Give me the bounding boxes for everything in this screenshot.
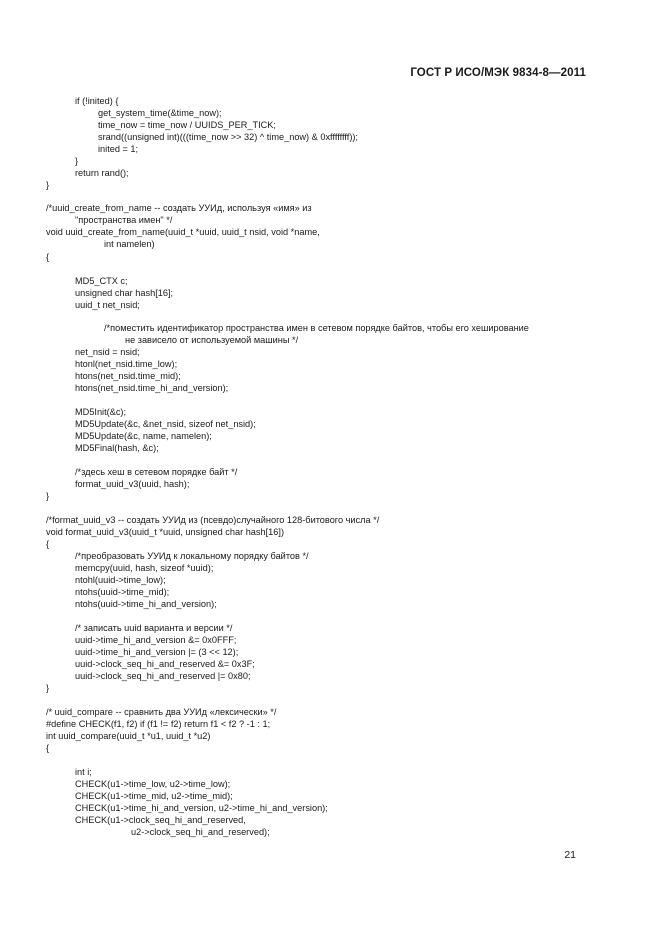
- code-line: format_uuid_v3(uuid, hash);: [75, 479, 190, 489]
- code-line: MD5Update(&c, &net_nsid, sizeof net_nsid);: [75, 419, 256, 429]
- code-line: MD5_CTX c;: [75, 276, 128, 286]
- code-line: void format_uuid_v3(uuid_t *uuid, unsigned char hash[16]): [46, 527, 285, 537]
- code-line: htons(net_nsid.time_mid);: [75, 371, 181, 381]
- code-line: {: [46, 539, 50, 549]
- code-line: htons(net_nsid.time_hi_and_version);: [75, 383, 229, 393]
- code-line: CHECK(u1->clock_seq_hi_and_reserved,: [75, 815, 246, 825]
- code-line: u2->clock_seq_hi_and_reserved);: [131, 827, 270, 837]
- code-line: htonl(net_nsid.time_low);: [75, 359, 178, 369]
- code-line: time_now = time_now / UUIDS_PER_TICK;: [98, 120, 276, 130]
- code-line: if (!inited) {: [75, 96, 119, 106]
- code-line: return rand();: [75, 168, 129, 178]
- code-line: CHECK(u1->time_low, u2->time_low);: [75, 779, 231, 789]
- code-line: memcpy(uuid, hash, sizeof *uuid);: [75, 563, 214, 573]
- standard-title: ГОСТ Р ИСО/МЭК 9834-8—2011: [410, 67, 586, 79]
- code-line: /* записать uuid варианта и версии */: [75, 623, 233, 633]
- code-line: uuid->time_hi_and_version |= (3 << 12);: [75, 647, 239, 657]
- code-line: /*здесь хеш в сетевом порядке байт */: [75, 467, 238, 477]
- code-line: int uuid_compare(uuid_t *u1, uuid_t *u2): [46, 731, 211, 741]
- code-line: inited = 1;: [98, 144, 139, 154]
- code-line: "пространства имен" */: [75, 215, 173, 225]
- code-line: void uuid_create_from_name(uuid_t *uuid, uuid_t nsid, void *name,: [46, 227, 320, 237]
- code-line: uuid->time_hi_and_version &= 0x0FFF;: [75, 635, 237, 645]
- code-line: {: [46, 252, 50, 262]
- code-line: int i;: [75, 767, 92, 777]
- code-line: /*uuid_create_from_name -- создать УУИд, используя «имя» из: [46, 203, 312, 213]
- code-line: net_nsid = nsid;: [75, 347, 140, 357]
- code-line: get_system_time(&time_now);: [98, 108, 222, 118]
- code-line: unsigned char hash[16];: [75, 288, 174, 298]
- code-line: {: [46, 743, 50, 753]
- code-line: /* uuid_compare -- сравнить два УУИд «лексически» */: [46, 707, 277, 717]
- code-line: ntohl(uuid->time_low);: [75, 575, 166, 585]
- code-line: }: [75, 156, 79, 166]
- code-line: CHECK(u1->time_mid, u2->time_mid);: [75, 791, 233, 801]
- code-line: не зависело от используемой машины */: [125, 335, 299, 345]
- code-line: }: [46, 683, 50, 693]
- code-line: MD5Update(&c, name, namelen);: [75, 431, 212, 441]
- page-number: 21: [564, 849, 576, 861]
- code-line: int namelen): [104, 239, 155, 249]
- code-line: /*поместить идентификатор пространства имен в сетевом порядке байтов, чтобы его хеширование: [104, 323, 529, 333]
- code-line: ntohs(uuid->time_hi_and_version);: [75, 599, 217, 609]
- code-line: /*format_uuid_v3 -- создать УУИд из (псевдо)случайного 128-битового числа */: [46, 515, 380, 525]
- code-line: ntohs(uuid->time_mid);: [75, 587, 170, 597]
- code-line: uuid_t net_nsid;: [75, 300, 140, 310]
- code-line: CHECK(u1->time_hi_and_version, u2->time_hi_and_version);: [75, 803, 328, 813]
- code-line: }: [46, 180, 50, 190]
- code-line: }: [46, 491, 50, 501]
- code-line: MD5Final(hash, &c);: [75, 443, 159, 453]
- code-line: #define CHECK(f1, f2) if (f1 != f2) return f1 < f2 ? -1 : 1;: [46, 719, 271, 729]
- code-line: /*преобразовать УУИд к локальному порядку байтов */: [75, 551, 309, 561]
- code-line: srand((unsigned int)(((time_now >> 32) ^ time_now) & 0xffffffff));: [98, 132, 358, 142]
- code-line: MD5Init(&c);: [75, 407, 127, 417]
- code-line: uuid->clock_seq_hi_and_reserved |= 0x80;: [75, 671, 251, 681]
- code-line: uuid->clock_seq_hi_and_reserved &= 0x3F;: [75, 659, 255, 669]
